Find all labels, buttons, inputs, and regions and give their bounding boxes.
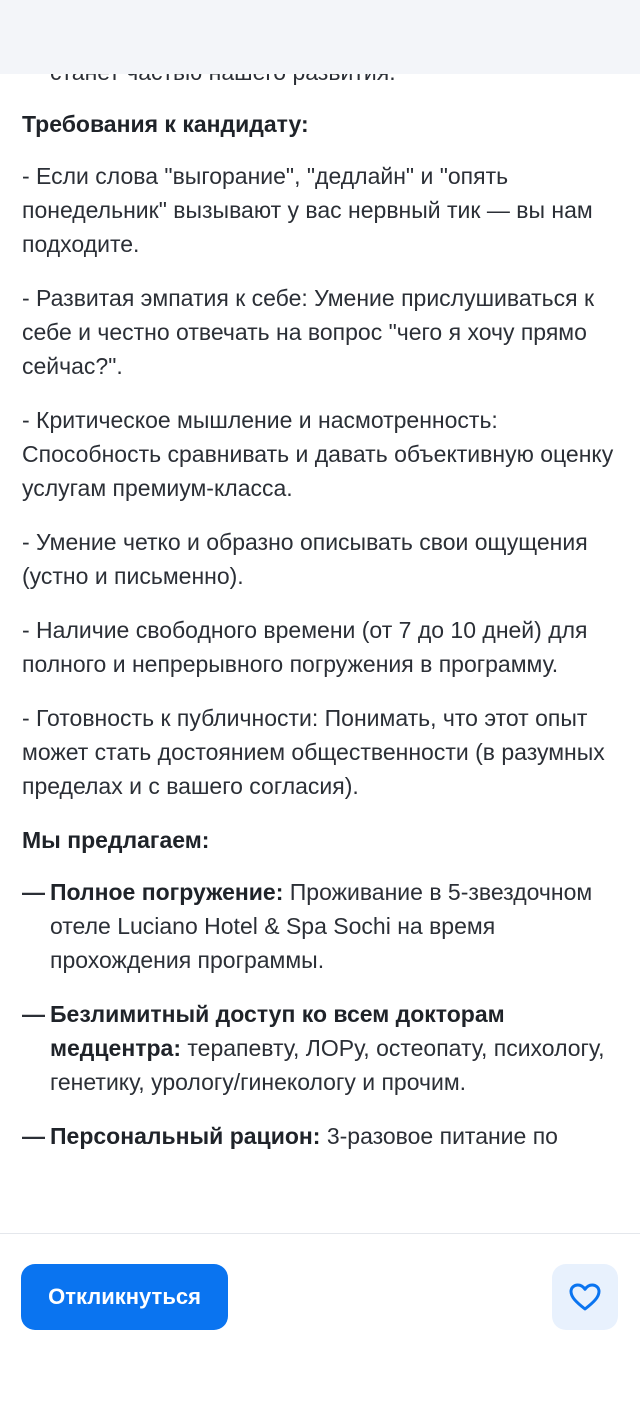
offer-dash: — (22, 1001, 45, 1027)
heart-icon (568, 1282, 602, 1312)
requirement-item: - Готовность к публичности: Понимать, что этот опыт может стать достоянием общественности (в разумных пределах и с вашего согласия). (22, 705, 605, 799)
top-bar (0, 0, 640, 74)
vacancy-description (22, 55, 622, 1233)
requirement-item: - Если слова "выгорание", "дедлайн" и "опять понедельник" вызывают у вас нервный тик — вы нам подходите. (22, 163, 593, 257)
offer-item (22, 997, 622, 1099)
offer-item (22, 1119, 622, 1153)
favorite-button[interactable] (552, 1264, 618, 1330)
offer-text: терапевту, ЛОРу, остеопату, психологу, генетику, урологу/гинекологу и прочим. (50, 1035, 605, 1095)
offer-title: Персональный рацион: (50, 1123, 321, 1149)
requirements-heading: Требования к кандидату: (22, 111, 309, 137)
offer-text: 3-разовое питание по (320, 1123, 558, 1149)
offer-text: Проживание в 5-звездочном отеле Luciano Hotel & Spa Sochi на время прохождения программы. (50, 879, 593, 973)
offer-title: Полное погружение: (50, 879, 284, 905)
offer-dash: — (22, 879, 45, 905)
requirement-item: - Критическое мышление и насмотренность: Способность сравнивать и давать объективную оценку услугам премиум-класса. (22, 407, 614, 501)
offer-item (22, 875, 622, 977)
requirement-item: - Наличие свободного времени (от 7 до 10 дней) для полного и непрерывного погружения в программу. (22, 617, 588, 677)
requirement-item: - Умение четко и образно описывать свои ощущения (устно и письменно). (22, 529, 588, 589)
offers-heading: Мы предлагаем: (22, 827, 210, 853)
offer-dash: — (22, 1123, 45, 1149)
offer-title: Безлимитный доступ ко всем докторам медцентра: (50, 1001, 505, 1061)
apply-button[interactable]: Откликнуться (21, 1264, 228, 1330)
requirement-item: - Развитая эмпатия к себе: Умение прислушиваться к себе и честно отвечать на вопрос "чего я хочу прямо сейчас?". (22, 285, 595, 379)
action-bar (0, 1233, 640, 1418)
